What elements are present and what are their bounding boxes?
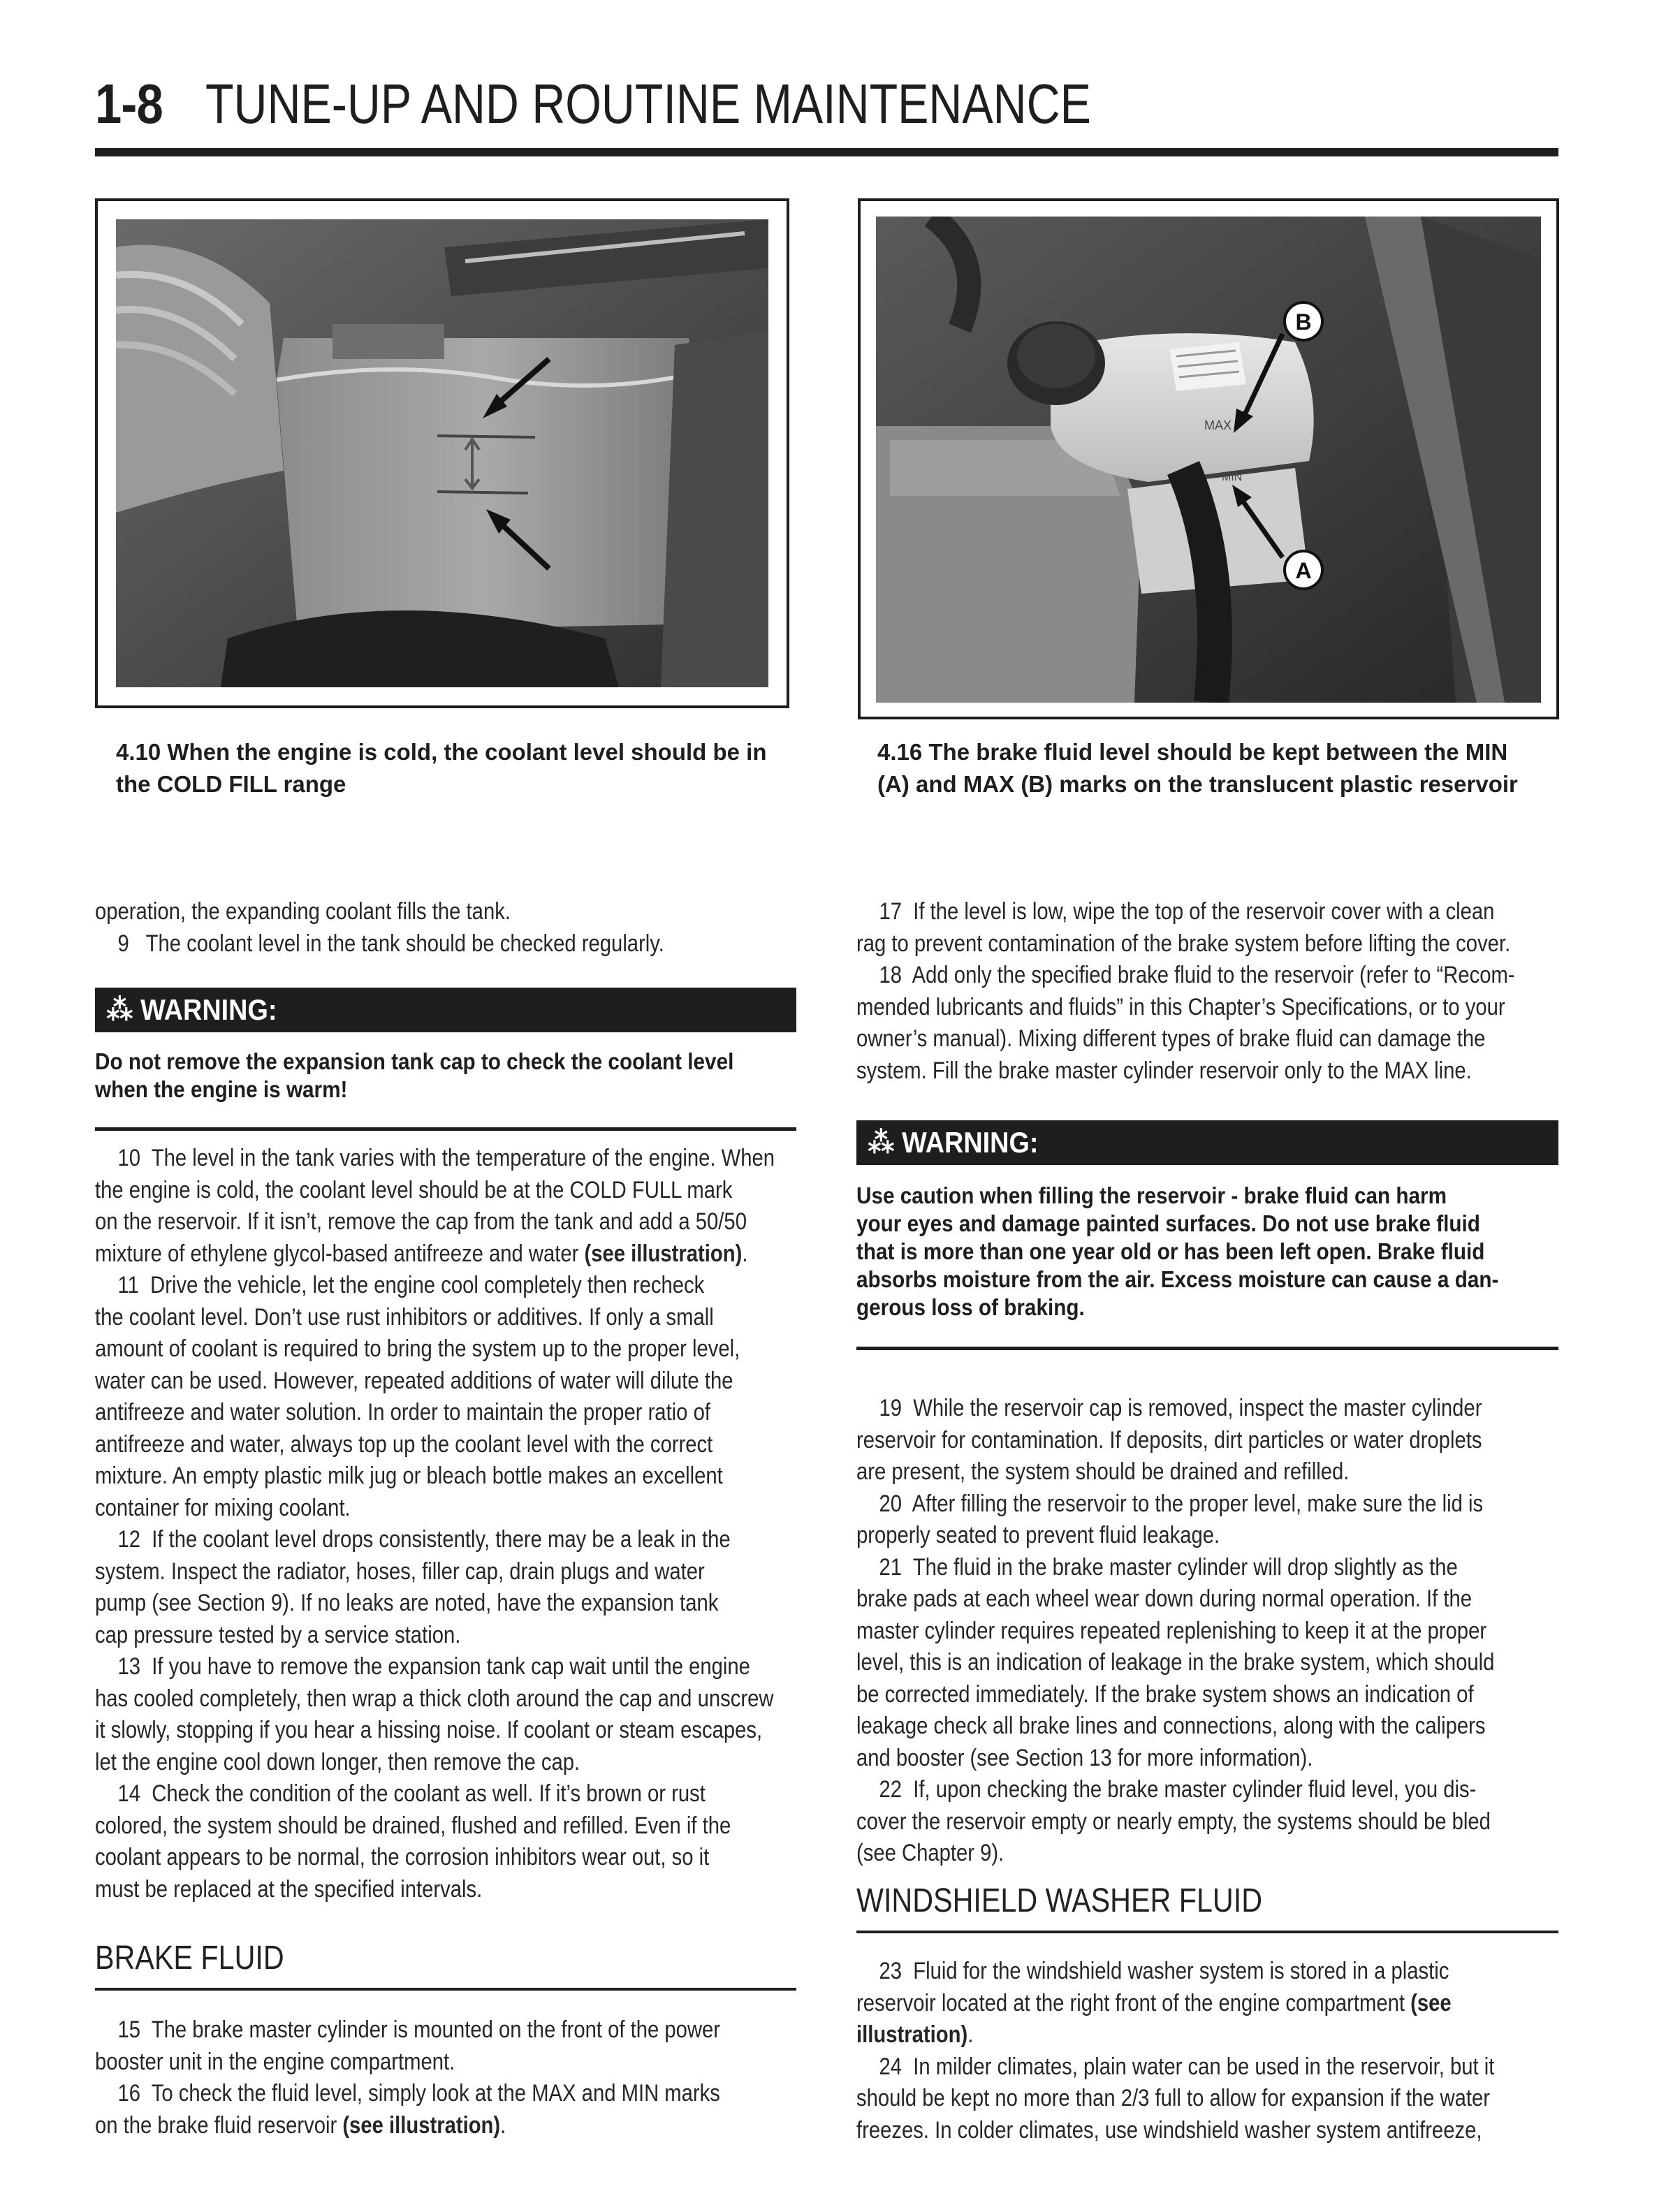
body-line: let the engine cool down longer, then remove the cap. xyxy=(95,1748,580,1775)
warning-end-rule xyxy=(856,1347,1558,1350)
header-rule xyxy=(95,148,1558,156)
body-text: mixture of ethylene glycol-based antifreeze and water xyxy=(95,1240,579,1267)
body-line: brake pads at each wheel wear down during normal operation. If the xyxy=(856,1585,1472,1612)
warning-line: your eyes and damage painted surfaces. Do not use brake fluid xyxy=(856,1210,1480,1236)
warning-bar-brake xyxy=(856,1120,1558,1165)
body-line: the engine is cold, the coolant level should be at the COLD FULL mark xyxy=(95,1176,733,1203)
warning-line: Use caution when filling the reservoir - brake fluid can harm xyxy=(856,1182,1447,1208)
body-line: must be replaced at the specified intervals. xyxy=(95,1875,483,1903)
body-line: operation, the expanding coolant fills the tank. xyxy=(95,898,511,925)
brake-photo xyxy=(876,217,1541,703)
body-line: 24 In milder climates, plain water can be used in the reservoir, but it xyxy=(856,2053,1495,2080)
body-line: 20 After filling the reservoir to the proper level, make sure the lid is xyxy=(856,1490,1484,1517)
caption-line: 4.16 The brake fluid level should be kept between the MIN xyxy=(877,739,1508,765)
body-line: 22 If, upon checking the brake master cylinder fluid level, you dis- xyxy=(856,1776,1477,1803)
figure-brake-reservoir xyxy=(858,198,1559,719)
caption-line: the COLD FILL range xyxy=(116,771,346,797)
left-column-brake-body xyxy=(95,2014,822,2141)
body-line: be corrected immediately. If the brake system shows an indication of xyxy=(856,1680,1474,1708)
section-rule xyxy=(95,1988,796,1991)
caption-line: 4.10 When the engine is cold, the coolant level should be in xyxy=(116,739,767,765)
figure-coolant-reservoir xyxy=(95,198,789,708)
body-line: antifreeze and water solution. In order to maintain the proper ratio of xyxy=(95,1399,710,1426)
body-line: colored, the system should be drained, flushed and refilled. Even if the xyxy=(95,1812,731,1839)
min-label: MIN xyxy=(1222,471,1243,483)
chapter-title: TUNE-UP AND ROUTINE MAINTENANCE xyxy=(205,73,1091,135)
warning-line: Do not remove the expansion tank cap to check the coolant level xyxy=(95,1048,734,1074)
body-line: and booster (see Section 13 for more information). xyxy=(856,1744,1313,1771)
right-column-body xyxy=(856,1393,1598,1870)
warning-bar-coolant xyxy=(95,988,796,1032)
caption-line: (A) and MAX (B) marks on the translucent plastic reservoir xyxy=(877,771,1518,797)
figure-caption-4-10 xyxy=(116,736,767,800)
body-line: booster unit in the engine compartment. xyxy=(95,2048,455,2075)
warning-title: ⁂ WARNING: xyxy=(868,1126,1039,1159)
illustration-ref[interactable]: illustration) xyxy=(856,2021,968,2048)
warning-line: that is more than one year old or has been left open. Brake fluid xyxy=(856,1238,1485,1264)
body-line: 17 If the level is low, wipe the top of the reservoir cover with a clean xyxy=(856,898,1495,925)
body-text: on the brake fluid reservoir xyxy=(95,2111,337,2139)
body-line: mixture. An empty plastic milk jug or bleach bottle makes an excellent xyxy=(95,1463,723,1489)
body-line: 18 Add only the specified brake fluid to the reservoir (refer to “Recom- xyxy=(856,962,1515,988)
body-line: has cooled completely, then wrap a thick cloth around the cap and unscrew xyxy=(95,1685,774,1712)
callout-b-label: B xyxy=(1295,309,1312,335)
left-column-intro xyxy=(95,896,757,960)
body-line: 21 The fluid in the brake master cylinder will drop slightly as the xyxy=(856,1553,1458,1581)
body-line: properly seated to prevent fluid leakage. xyxy=(856,1522,1220,1548)
warning-title: ⁂ WARNING: xyxy=(106,993,277,1026)
body-line: the coolant level. Don’t use rust inhibitors or additives. If only a small xyxy=(95,1303,714,1331)
body-line: leakage check all brake lines and connections, along with the calipers xyxy=(856,1713,1486,1739)
body-line: system. Fill the brake master cylinder reservoir only to the MAX line. xyxy=(856,1057,1472,1084)
figure-caption-4-16 xyxy=(877,736,1518,800)
callout-a-label: A xyxy=(1295,558,1312,583)
body-line: rag to prevent contamination of the brake system before lifting the cover. xyxy=(856,930,1511,957)
body-line: master cylinder requires repeated replenishing to keep it at the proper xyxy=(856,1617,1487,1644)
body-line: on the reservoir. If it isn’t, remove the cap from the tank and add a 50/50 xyxy=(95,1208,747,1235)
body-line: owner’s manual). Mixing different types of brake fluid can damage the xyxy=(856,1025,1486,1052)
body-line: container for mixing coolant. xyxy=(95,1494,351,1521)
body-line: level, this is an indication of leakage in the brake system, which should xyxy=(856,1649,1495,1676)
body-line: on the brake fluid reservoir (see illustration). xyxy=(95,2111,506,2139)
body-line: 10 The level in the tank varies with the temperature of the engine. When xyxy=(95,1145,775,1171)
body-line: antifreeze and water, always top up the coolant level with the correct xyxy=(95,1430,713,1458)
warning-line: gerous loss of braking. xyxy=(856,1294,1085,1320)
body-line: mended lubricants and fluids” in this Chapter’s Specifications, or to your xyxy=(856,993,1505,1020)
body-line: mixture of ethylene glycol-based antifreeze and water (see illustration). xyxy=(95,1240,748,1267)
body-line: cap pressure tested by a service station. xyxy=(95,1621,461,1648)
warning-line: when the engine is warm! xyxy=(95,1076,348,1102)
section-title-brake-fluid: BRAKE FLUID xyxy=(95,1940,284,1977)
body-line: water can be used. However, repeated additions of water will dilute the xyxy=(95,1367,733,1394)
warning-text-brake xyxy=(856,1182,1570,1321)
coolant-photo xyxy=(116,219,768,687)
body-line: pump (see Section 9). If no leaks are noted, have the expansion tank xyxy=(95,1590,719,1616)
body-line: reservoir for contamination. If deposits, dirt particles or water droplets xyxy=(856,1426,1482,1453)
body-line: 14 Check the condition of the coolant as well. If it’s brown or rust xyxy=(95,1780,706,1807)
max-label: MAX xyxy=(1204,418,1232,432)
illustration-ref[interactable]: (see illustration) xyxy=(584,1240,743,1267)
section-title-washer-fluid: WINDSHIELD WASHER FLUID xyxy=(856,1882,1263,1919)
body-line: 23 Fluid for the windshield washer system is stored in a plastic xyxy=(856,1958,1449,1984)
body-line: amount of coolant is required to bring the system up to the proper level, xyxy=(95,1335,740,1362)
page-header xyxy=(95,74,1558,134)
page-number: 1-8 xyxy=(95,73,163,135)
body-line: are present, the system should be drained and refilled. xyxy=(856,1458,1350,1485)
warning-text-coolant xyxy=(95,1048,805,1104)
body-line: system. Inspect the radiator, hoses, filler cap, drain plugs and water xyxy=(95,1558,705,1585)
body-line: it slowly, stopping if you hear a hissing noise. If coolant or steam escapes, xyxy=(95,1717,763,1743)
body-line: 11 Drive the vehicle, let the engine cool completely then recheck xyxy=(95,1272,705,1298)
body-line: 12 If the coolant level drops consistently, there may be a leak in the xyxy=(95,1526,731,1553)
body-line: freezes. In colder climates, use windshield washer system antifreeze, xyxy=(856,2116,1482,2144)
body-line: should be kept no more than 2/3 full to allow for expansion if the water xyxy=(856,2085,1490,2111)
body-line xyxy=(856,1988,1494,2020)
warning-end-rule xyxy=(95,1127,796,1131)
section-rule xyxy=(856,1931,1558,1933)
body-line: 13 If you have to remove the expansion tank cap wait until the engine xyxy=(95,1653,750,1680)
body-line: coolant appears to be normal, the corrosion inhibitors wear out, so it xyxy=(95,1844,710,1870)
body-text: reservoir located at the right front of the engine compartment xyxy=(856,1989,1405,2016)
illustration-ref[interactable]: (see illustration) xyxy=(342,2111,501,2139)
body-line: illustration). xyxy=(856,2021,974,2048)
warning-line: absorbs moisture from the air. Excess moisture can cause a dan- xyxy=(856,1266,1499,1292)
body-line: 9 The coolant level in the tank should be checked regularly. xyxy=(95,930,664,957)
body-line: (see Chapter 9). xyxy=(856,1840,1004,1866)
body-line: cover the reservoir empty or nearly empty, the systems should be bled xyxy=(856,1808,1491,1835)
body-line: 15 The brake master cylinder is mounted on the front of the power xyxy=(95,2016,721,2043)
left-column-body xyxy=(95,1143,885,1905)
body-line: 19 While the reservoir cap is removed, inspect the master cylinder xyxy=(856,1395,1482,1421)
body-line: 16 To check the fluid level, simply look at the MAX and MIN marks xyxy=(95,2080,720,2107)
right-column-washer-body xyxy=(856,1956,1598,2146)
right-column-intro xyxy=(856,896,1622,1087)
illustration-ref[interactable]: (see xyxy=(1410,1989,1452,2016)
